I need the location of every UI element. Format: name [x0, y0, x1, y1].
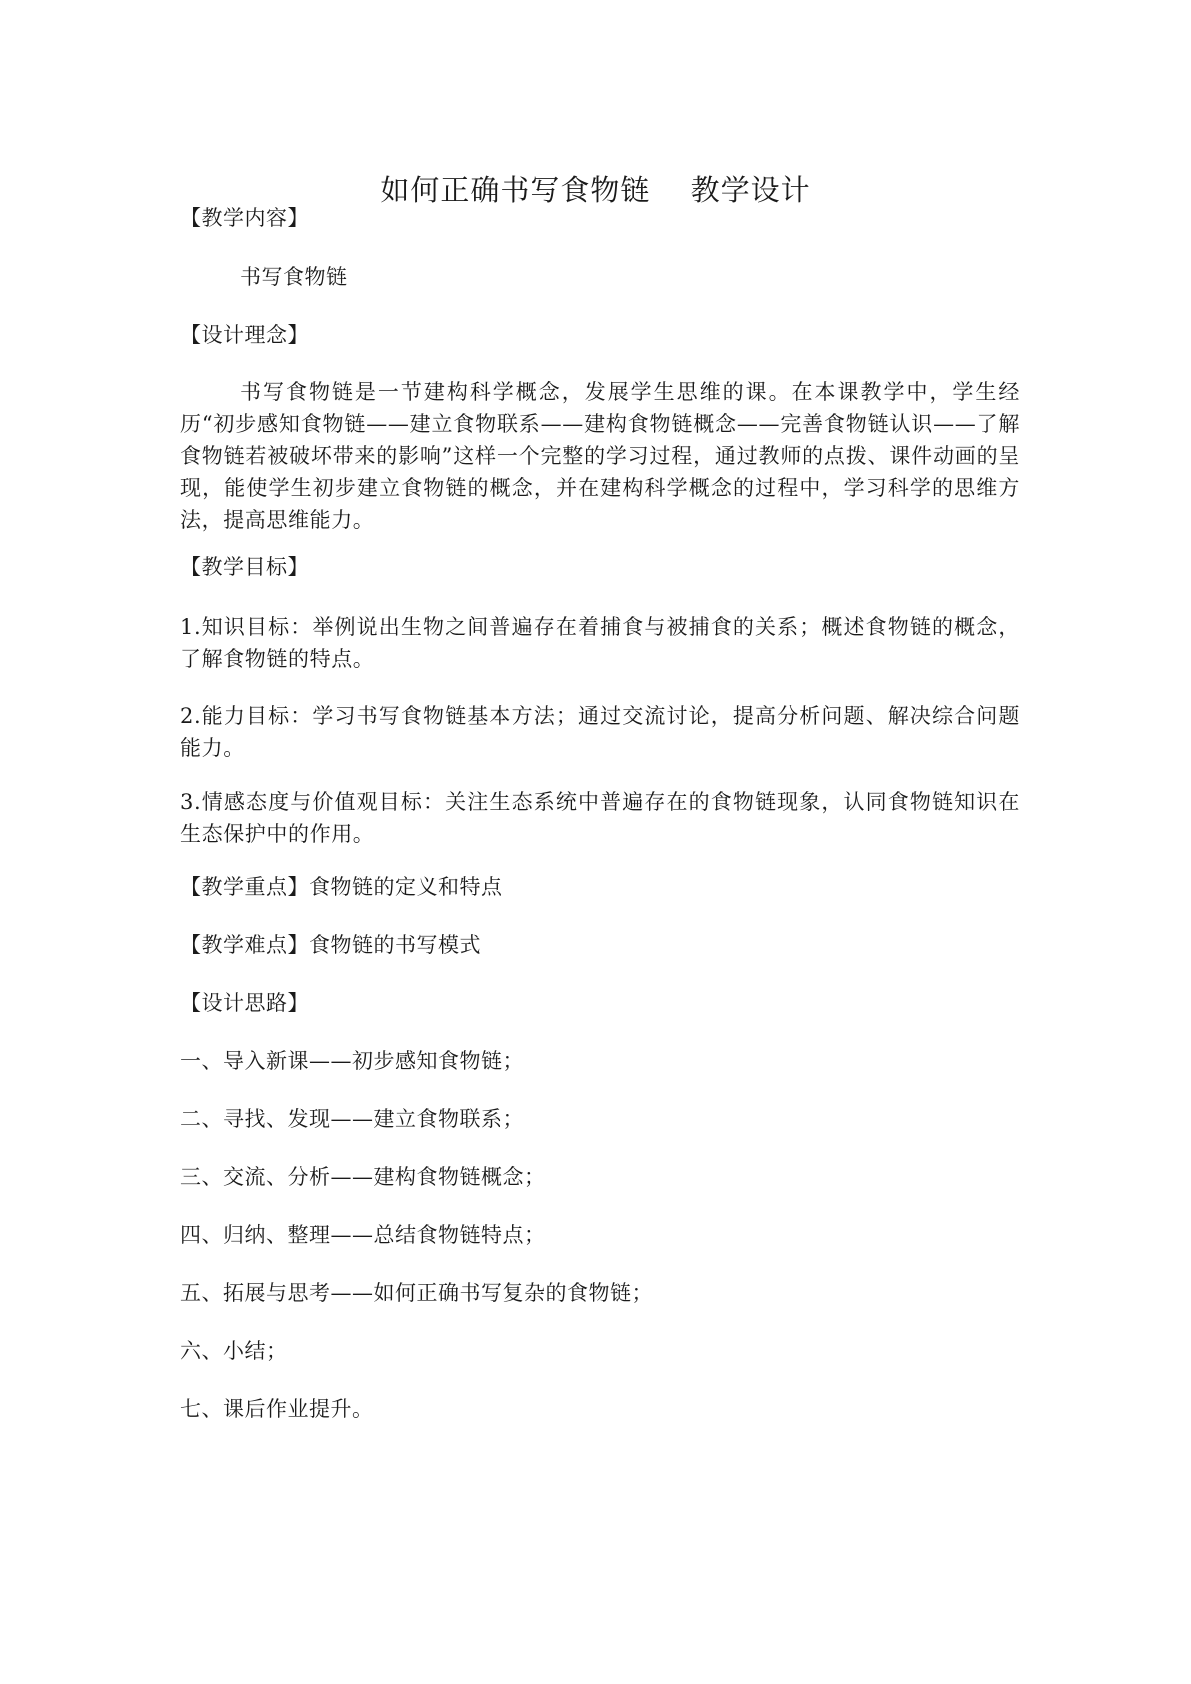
goal-ability: 2.能力目标：学习书写食物链基本方法；通过交流讨论，提高分析问题、解决综合问题能力。: [180, 704, 1020, 760]
key-point: 【教学重点】食物链的定义和特点: [180, 875, 503, 899]
step-6: 六、小结；: [180, 1339, 288, 1363]
step-2: 二、寻找、发现——建立食物联系；: [180, 1107, 524, 1131]
step-3: 三、交流、分析——建构食物链概念；: [180, 1165, 546, 1189]
section-heading-content: 【教学内容】: [180, 206, 309, 230]
goal-knowledge: 1.知识目标：举例说出生物之间普遍存在着捕食与被捕食的关系；概述食物链的概念，了解食物链的特点。: [180, 615, 1020, 671]
step-7: 七、课后作业提升。: [180, 1397, 374, 1421]
content-text: 书写食物链: [240, 265, 348, 289]
section-heading-concept: 【设计理念】: [180, 323, 309, 347]
step-1: 一、导入新课——初步感知食物链；: [180, 1049, 524, 1073]
step-4: 四、归纳、整理——总结食物链特点；: [180, 1223, 546, 1247]
step-5: 五、拓展与思考——如何正确书写复杂的食物链；: [180, 1281, 653, 1305]
concept-paragraph: 书写食物链是一节建构科学概念，发展学生思维的课。在本课教学中，学生经历“初步感知食物链——建立食物联系——建构食物链概念——完善食物链认识——了解食物链若被破坏带来的影响”这样一个完整的学习过程，通过教师的点拨、课件动画的呈现，能使学生初步建立食物链的概念，并在建构科学概念的过程中，学习科学的思维方法，提高思维能力。: [180, 380, 1020, 532]
page-title: 如何正确书写食物链 教学设计: [380, 173, 811, 207]
section-heading-approach: 【设计思路】: [180, 991, 309, 1015]
section-heading-goals: 【教学目标】: [180, 555, 309, 579]
difficulty-point: 【教学难点】食物链的书写模式: [180, 933, 481, 957]
goal-emotion: 3.情感态度与价值观目标：关注生态系统中普遍存在的食物链现象，认同食物链知识在生态保护中的作用。: [180, 790, 1020, 846]
